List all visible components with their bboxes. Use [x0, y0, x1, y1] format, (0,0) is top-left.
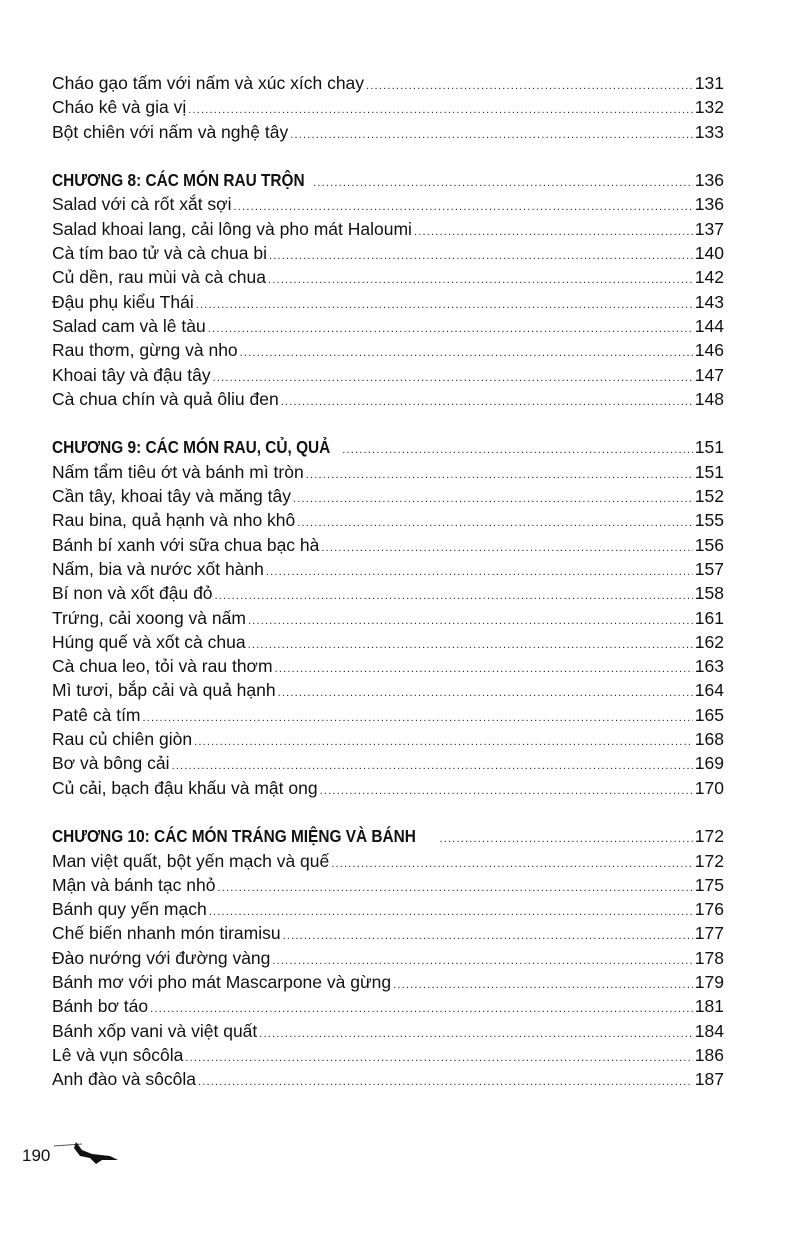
dot-leader — [208, 317, 693, 341]
entry-page-number: 175 — [694, 874, 724, 895]
entry-page-number: 184 — [694, 1020, 724, 1041]
dot-leader — [283, 924, 693, 948]
dot-leader — [215, 584, 693, 608]
toc-entry — [52, 314, 724, 338]
entry-page-number: 170 — [694, 777, 724, 798]
entry-title: Salad khoai lang, cải lông và pho mát Haloumi — [52, 218, 412, 239]
dot-leader — [393, 973, 693, 997]
entry-title: Đậu phụ kiểu Thái — [52, 291, 194, 312]
entry-page-number: 133 — [694, 121, 724, 142]
entry-title: Bột chiên với nấm và nghệ tây — [52, 121, 289, 142]
spacer — [52, 411, 724, 435]
entry-page-number: 158 — [694, 583, 724, 604]
dot-leader — [217, 876, 692, 900]
toc-entry — [52, 654, 724, 678]
dot-leader — [290, 123, 693, 147]
entry-title: Rau củ chiên giòn — [52, 729, 193, 750]
toc-entry — [52, 387, 724, 411]
chapter-heading — [52, 435, 724, 459]
dot-leader — [266, 560, 693, 584]
toc-entry — [52, 994, 724, 1018]
dot-leader — [414, 220, 693, 244]
entry-page-number: 146 — [694, 340, 724, 361]
spacer — [52, 144, 724, 168]
entry-title: Man việt quất, bột yến mạch và quế — [52, 850, 330, 871]
entry-title: Lê và vụn sôcôla — [52, 1044, 184, 1065]
dot-leader — [194, 730, 693, 754]
spacer — [52, 800, 724, 824]
toc-entry — [52, 1019, 724, 1043]
entry-title: Húng quế và xốt cà chua — [52, 631, 246, 652]
entry-page-number: 176 — [694, 899, 724, 920]
dot-leader — [293, 487, 693, 511]
entry-title: Rau thơm, gừng và nho — [52, 340, 238, 361]
toc-entry — [52, 606, 724, 630]
toc-entry — [52, 290, 724, 314]
dot-leader — [269, 244, 693, 268]
entry-page-number: 179 — [694, 971, 724, 992]
toc-entry — [52, 873, 724, 897]
entry-page-number: 186 — [694, 1044, 724, 1065]
entry-title: Nấm tẩm tiêu ớt và bánh mì tròn — [52, 461, 304, 482]
entry-title: Cà chua leo, tỏi và rau thơm — [52, 656, 273, 677]
entry-page-number: 143 — [694, 291, 724, 312]
dot-leader — [259, 1022, 693, 1046]
dot-leader — [439, 827, 692, 851]
toc-entry — [52, 95, 724, 119]
entry-page-number: 155 — [694, 510, 724, 531]
entry-page-number: 157 — [694, 558, 724, 579]
entry-title: Trứng, cải xoong và nấm — [52, 607, 246, 628]
toc-entry — [52, 192, 724, 216]
entry-title: Bí non và xốt đậu đỏ — [52, 583, 213, 604]
dot-leader — [185, 1046, 692, 1070]
dot-leader — [248, 609, 693, 633]
toc-entry — [52, 120, 724, 144]
entry-page-number: 151 — [694, 437, 724, 458]
entry-title: Cần tây, khoai tây và măng tây — [52, 486, 291, 507]
entry-title: Củ dền, rau mùi và cà chua — [52, 267, 267, 288]
entry-title: Bánh mơ với pho mát Mascarpone và gừng — [52, 971, 392, 992]
dot-leader — [320, 779, 693, 803]
toc-entry — [52, 484, 724, 508]
toc-entry — [52, 265, 724, 289]
dot-leader — [342, 438, 693, 462]
dot-leader — [198, 1070, 693, 1094]
entry-page-number: 161 — [694, 607, 724, 628]
entry-title: Cháo kê và gia vị — [52, 97, 187, 118]
dot-leader — [313, 171, 693, 195]
toc-entry — [52, 946, 724, 970]
entry-title: CHƯƠNG 10: CÁC MÓN TRÁNG MIỆNG VÀ BÁNH — [52, 826, 416, 847]
toc-entry — [52, 1067, 724, 1091]
entry-title: Đào nướng với đường vàng — [52, 947, 271, 968]
page-number: 190 — [22, 1146, 51, 1165]
entry-page-number: 156 — [694, 534, 724, 555]
entry-title: Chế biến nhanh món tiramisu — [52, 923, 281, 944]
entry-title: Anh đào và sôcôla — [52, 1069, 196, 1090]
entry-page-number: 172 — [694, 850, 724, 871]
entry-title: Cà chua chín và quả ôliu đen — [52, 388, 279, 409]
toc-entry — [52, 630, 724, 654]
dot-leader — [275, 657, 693, 681]
toc-entry — [52, 727, 724, 751]
entry-title: Bánh bí xanh với sữa chua bạc hà — [52, 534, 320, 555]
dot-leader — [213, 366, 693, 390]
entry-page-number: 177 — [694, 923, 724, 944]
entry-page-number: 144 — [694, 315, 724, 336]
entry-page-number: 136 — [694, 170, 724, 191]
entry-page-number: 162 — [694, 631, 724, 652]
entry-title: Bơ và bông cải — [52, 753, 170, 774]
entry-title: Mì tươi, bắp cải và quả hạnh — [52, 680, 276, 701]
dot-leader — [278, 681, 693, 705]
entry-title: Cháo gạo tấm với nấm và xúc xích chay — [52, 73, 365, 93]
entry-title: Khoai tây và đậu tây — [52, 364, 211, 385]
toc-entry — [52, 71, 724, 95]
dot-leader — [248, 633, 693, 657]
entry-title: Bánh quy yến mạch — [52, 899, 207, 920]
entry-title: Nấm, bia và nước xốt hành — [52, 558, 264, 579]
entry-title: Bánh xốp vani và việt quất — [52, 1020, 258, 1041]
dot-leader — [281, 390, 693, 414]
toc-entry — [52, 751, 724, 775]
entry-page-number: 178 — [694, 947, 724, 968]
dot-leader — [268, 268, 693, 292]
toc-entry — [52, 241, 724, 265]
entry-page-number: 168 — [694, 729, 724, 750]
entry-page-number: 148 — [694, 388, 724, 409]
entry-page-number: 136 — [694, 194, 724, 215]
entry-title: CHƯƠNG 8: CÁC MÓN RAU TRỘN — [52, 170, 305, 191]
entry-title: Củ cải, bạch đậu khấu và mật ong — [52, 777, 318, 798]
toc-entry — [52, 557, 724, 581]
chapter-heading — [52, 824, 724, 848]
entry-title: Patê cà tím — [52, 704, 141, 725]
entry-title: Salad cam và lê tàu — [52, 315, 206, 336]
table-of-contents — [52, 71, 724, 1091]
toc-entry — [52, 338, 724, 362]
dot-leader — [306, 463, 693, 487]
dot-leader — [143, 706, 693, 730]
entry-title: Rau bina, quả hạnh và nho khô — [52, 510, 296, 531]
toc-entry — [52, 508, 724, 532]
chapter-heading — [52, 168, 724, 192]
toc-entry — [52, 897, 724, 921]
toc-entry — [52, 533, 724, 557]
toc-entry — [52, 217, 724, 241]
entry-page-number: 169 — [694, 753, 724, 774]
entry-page-number: 140 — [694, 243, 724, 264]
entry-page-number: 147 — [694, 364, 724, 385]
dot-leader — [331, 852, 693, 876]
entry-page-number: 172 — [694, 826, 724, 847]
toc-entry — [52, 363, 724, 387]
dot-leader — [366, 74, 693, 98]
entry-page-number: 152 — [694, 486, 724, 507]
toc-entry — [52, 581, 724, 605]
toc-entry — [52, 849, 724, 873]
entry-page-number: 132 — [694, 97, 724, 118]
toc-entry — [52, 678, 724, 702]
entry-page-number: 187 — [694, 1069, 724, 1090]
entry-page-number: 151 — [694, 461, 724, 482]
entry-page-number: 163 — [694, 656, 724, 677]
entry-page-number: 181 — [694, 996, 724, 1017]
toc-entry — [52, 970, 724, 994]
entry-title: CHƯƠNG 9: CÁC MÓN RAU, CỦ, QUẢ — [52, 437, 331, 458]
entry-title: Salad với cà rốt xắt sợi — [52, 194, 232, 215]
dot-leader — [196, 293, 693, 317]
toc-entry — [52, 1043, 724, 1067]
entry-page-number: 137 — [694, 218, 724, 239]
entry-page-number: 131 — [694, 73, 724, 93]
dot-leader — [297, 511, 693, 535]
entry-page-number: 142 — [694, 267, 724, 288]
entry-page-number: 165 — [694, 704, 724, 725]
toc-entry — [52, 921, 724, 945]
toc-entry — [52, 776, 724, 800]
entry-page-number: 164 — [694, 680, 724, 701]
bird-ornament-icon — [52, 1140, 122, 1166]
page-footer — [22, 1140, 122, 1166]
dot-leader — [321, 536, 692, 560]
toc-entry — [52, 460, 724, 484]
entry-title: Mận và bánh tạc nhỏ — [52, 874, 216, 895]
toc-entry — [52, 703, 724, 727]
dot-leader — [240, 341, 693, 365]
entry-title: Cà tím bao tử và cà chua bi — [52, 243, 268, 264]
entry-title: Bánh bơ táo — [52, 996, 149, 1017]
